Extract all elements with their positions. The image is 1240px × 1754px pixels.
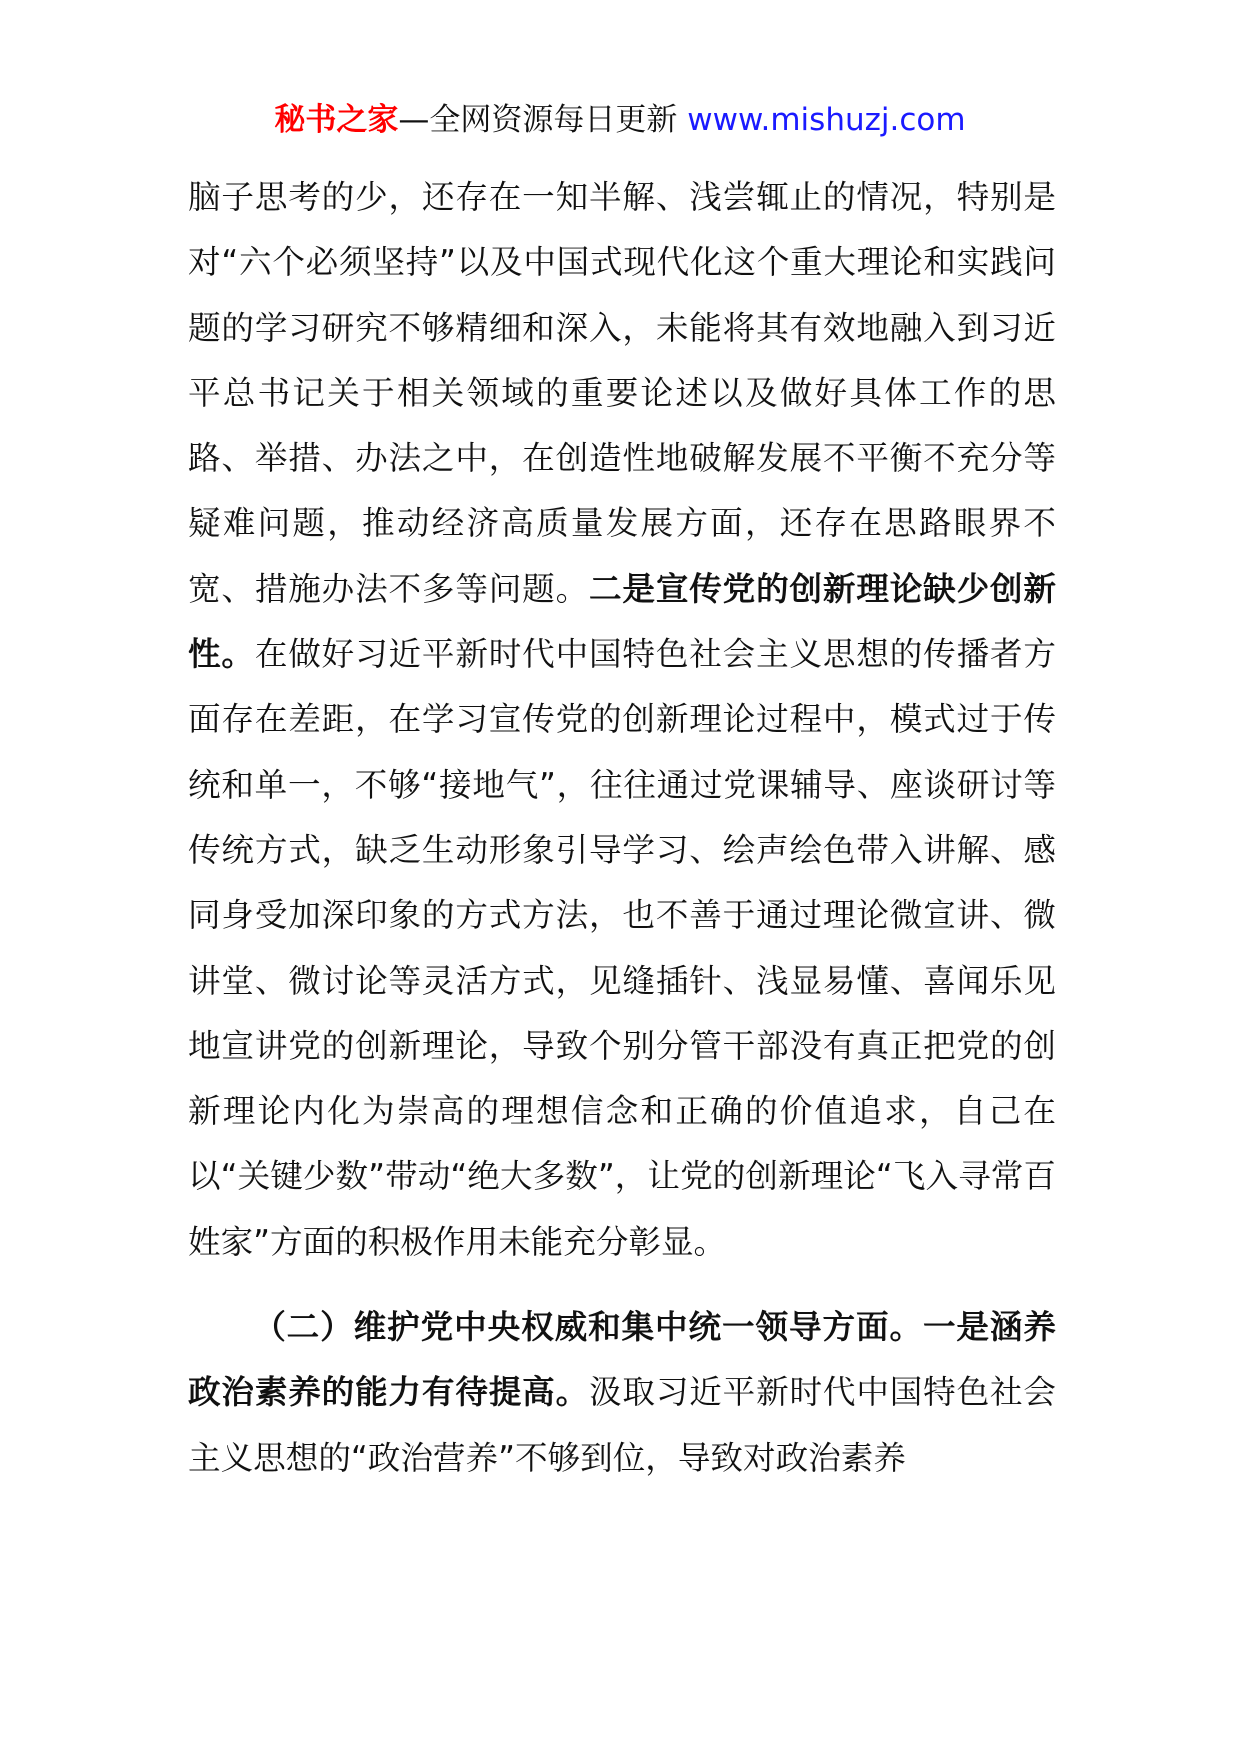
text-run: 在做好习近平新时代中国特色社会主义思想的传播者方面存在差距，在学习宣传党的创新理论过程中，模式过于传统和单一，不够“接地气”，往往通过党课辅导、座谈研讨等传统方式，缺乏生动形象引导学习、绘声绘色带入讲解、感同身受加深印象的方式方法，也不善于通过理论微宣讲、微讲堂、微讨论等灵活方式，见缝插针、浅显易懂、喜闻乐见地宣讲党的创新理论，导致个别分管干部没有真正把党的创新理论内化为崇高的理想信念和正确的价值追求，自己在以“关键少数”带动“绝大多数”，让党的创新理论“飞入寻常百姓家”方面的积极作用未能充分彰显。: [188, 635, 1056, 1261]
site-url-link[interactable]: www.mishuzj.com: [687, 102, 966, 138]
paragraph-continued: [188, 165, 1056, 1275]
site-tagline: —全网资源每日更新: [398, 102, 678, 138]
text-run: 脑子思考的少，还存在一知半解、浅尝辄止的情况，特别是对“六个必须坚持”以及中国式现代化这个重大理论和实践问题的学习研究不够精细和深入，未能将其有效地融入到习近平总书记关于相关领域的重要论述以及做好具体工作的思路、举措、办法之中，在创造性地破解发展不平衡不充分等疑难问题，推动经济高质量发展方面，还存在思路眼界不宽、措施办法不多等问题。: [188, 178, 1056, 608]
document-body: [188, 165, 1056, 1491]
site-brand: 秘书之家: [274, 102, 399, 138]
section-paragraph: [188, 1295, 1056, 1491]
site-header: [0, 100, 1240, 140]
text-run: 汲取习近平新时代中国特色社会主义思想的“政治营养”不够到位，导致对政治素养: [188, 1373, 1056, 1477]
section-heading: （二）维护党中央权威和集中统一领导方面。一是涵养政治素养的能力有待提高。: [188, 1308, 1056, 1412]
point-heading: 二是宣传党的创新理论缺少创新性。: [188, 569, 1056, 674]
